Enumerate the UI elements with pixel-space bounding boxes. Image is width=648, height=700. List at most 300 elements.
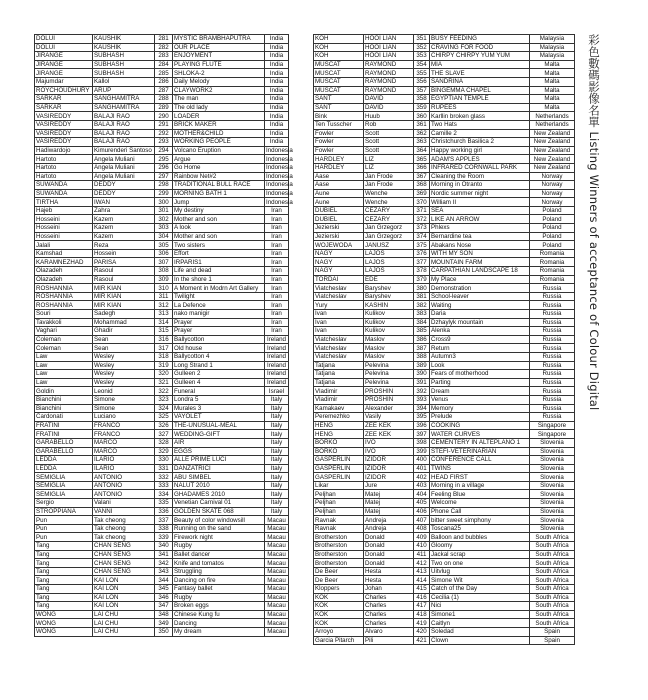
country-cell: India — [265, 138, 289, 147]
given-name-cell: CHAN SENG — [93, 567, 155, 576]
surname-cell: Law — [35, 370, 93, 379]
given-name-cell: Wenche — [364, 189, 414, 198]
table-row — [35, 559, 289, 568]
photo-title-cell: Effort — [173, 249, 265, 258]
table-row — [35, 542, 289, 551]
country-cell: Ireland — [265, 361, 289, 370]
given-name-cell: Wesley — [93, 361, 155, 370]
surname-cell: Tang — [35, 559, 93, 568]
given-name-cell: Matej — [364, 499, 414, 508]
given-name-cell: VANNI — [93, 507, 155, 516]
table-row — [35, 447, 289, 456]
surname-cell: Hartoto — [35, 155, 93, 164]
photo-title-cell: Bernardine tea — [430, 232, 530, 241]
table-row — [35, 69, 289, 78]
table-row — [35, 327, 289, 336]
surname-cell: Likar — [314, 481, 364, 490]
country-cell: Slovenia — [530, 507, 575, 516]
given-name-cell: Wenche — [364, 198, 414, 207]
given-name-cell: RAYMOND — [364, 69, 414, 78]
given-name-cell: Wesley — [93, 378, 155, 387]
given-name-cell: Kazem — [93, 232, 155, 241]
given-name-cell: Charles — [364, 610, 414, 619]
surname-cell: ROSHANNIA — [35, 301, 93, 310]
given-name-cell: Simone — [93, 395, 155, 404]
country-cell: Russia — [530, 361, 575, 370]
photo-title-cell: Gulleen 4 — [173, 378, 265, 387]
given-name-cell: LAJOS — [364, 258, 414, 267]
table-row — [35, 576, 289, 585]
given-name-cell: Vasily — [364, 413, 414, 422]
given-name-cell: Pili — [364, 636, 414, 645]
entry-number-cell: 347 — [155, 602, 173, 611]
entry-number-cell: 404 — [414, 490, 430, 499]
given-name-cell: Alexander — [364, 404, 414, 413]
table-row — [314, 542, 575, 551]
country-cell: Russia — [530, 335, 575, 344]
surname-cell: De Beer — [314, 576, 364, 585]
given-name-cell: SANGHAMITRA — [93, 95, 155, 104]
photo-title-cell: Uitvlug — [430, 567, 530, 576]
table-row — [314, 43, 575, 52]
given-name-cell: LAJOS — [364, 267, 414, 276]
country-cell: Macau — [265, 593, 289, 602]
surname-cell: HENG — [314, 421, 364, 430]
entry-number-cell: 343 — [155, 567, 173, 576]
table-row — [314, 464, 575, 473]
entry-number-cell: 409 — [414, 533, 430, 542]
photo-title-cell: Gloomy — [430, 542, 530, 551]
entry-number-cell: 342 — [155, 559, 173, 568]
entry-number-cell: 328 — [155, 438, 173, 447]
photo-title-cell: Nici — [430, 602, 530, 611]
entry-number-cell: 391 — [414, 378, 430, 387]
country-cell: Russia — [530, 413, 575, 422]
surname-cell: Jezierski — [314, 232, 364, 241]
table-row — [35, 232, 289, 241]
table-row — [35, 395, 289, 404]
country-cell: India — [265, 129, 289, 138]
surname-cell: Kamakaev — [314, 404, 364, 413]
photo-title-cell: Two Hats — [430, 120, 530, 129]
given-name-cell: LIZ — [364, 155, 414, 164]
table-row — [35, 585, 289, 594]
entry-number-cell: 308 — [155, 267, 173, 276]
entry-number-cell: 403 — [414, 481, 430, 490]
photo-title-cell: BRICK MAKER — [173, 120, 265, 129]
surname-cell: Brotherston — [314, 542, 364, 551]
given-name-cell: PROSHIN — [364, 387, 414, 396]
surname-cell: KOH — [314, 35, 364, 44]
country-cell: Ireland — [265, 378, 289, 387]
country-cell: Indonesia — [266, 147, 293, 155]
photo-title-cell: Welcome — [430, 499, 530, 508]
table-row — [314, 421, 575, 430]
table-row — [314, 215, 575, 224]
entry-number-cell: 410 — [414, 542, 430, 551]
photo-title-cell: MOTHER&CHILD — [173, 129, 265, 138]
country-cell: Malaysia — [530, 43, 575, 52]
table-row — [35, 301, 289, 310]
entry-number-cell: 316 — [155, 335, 173, 344]
photo-title-cell: A look — [173, 224, 265, 233]
country-cell: Malta — [530, 77, 575, 86]
given-name-cell: ANTONIO — [93, 473, 155, 482]
surname-cell: Law — [35, 361, 93, 370]
country-cell: Poland — [530, 232, 575, 241]
given-name-cell: PARISA — [93, 258, 155, 267]
given-name-cell: DEDDY — [93, 181, 155, 190]
surname-cell: Olazadeh — [35, 275, 93, 284]
winners-table-right — [313, 34, 575, 645]
surname-cell: Tang — [35, 593, 93, 602]
entry-number-cell: 346 — [155, 593, 173, 602]
country-cell: Iran — [265, 292, 289, 301]
photo-title-cell: Nordic summer night — [430, 189, 530, 198]
table-row — [314, 524, 575, 533]
given-name-cell: KAUSHIK — [93, 35, 155, 44]
country-cell: Iran — [265, 301, 289, 310]
entry-number-cell: 292 — [155, 129, 173, 138]
entry-number-cell: 340 — [155, 542, 173, 551]
photo-title-cell: The old lady — [173, 103, 265, 112]
country-cell: Israel — [265, 387, 289, 396]
entry-number-cell: 362 — [414, 129, 430, 138]
given-name-cell: Rob — [364, 120, 414, 129]
surname-cell: Kloppers — [314, 585, 364, 594]
country-cell: Macau — [265, 542, 289, 551]
table-row — [35, 155, 289, 164]
photo-title-cell: La Defence — [173, 301, 265, 310]
given-name-cell: IZIDOR — [364, 464, 414, 473]
entry-number-cell: 321 — [155, 378, 173, 387]
given-name-cell: Hesta — [364, 576, 414, 585]
photo-title-cell: CLAYWORK2 — [173, 86, 265, 95]
given-name-cell: Zahra — [93, 206, 155, 215]
entry-number-cell: 326 — [155, 421, 173, 430]
surname-cell: SEMIGLIA — [35, 481, 93, 490]
country-cell: Iran — [265, 275, 289, 284]
surname-cell: Vaghari — [35, 327, 93, 336]
table-row — [35, 456, 289, 465]
table-row — [314, 327, 575, 336]
surname-cell: DOLUI — [35, 43, 93, 52]
photo-title-cell: CEMENTERY IN ALTEPLANO 1 — [430, 438, 530, 447]
photo-title-cell: Venetian Carnival 01 — [173, 499, 265, 508]
surname-cell: WONG — [35, 610, 93, 619]
table-row — [35, 189, 289, 198]
entry-number-cell: 314 — [155, 318, 173, 327]
entry-number-cell: 420 — [414, 627, 430, 636]
country-cell: Norway — [530, 198, 575, 207]
country-cell: Italy — [265, 456, 289, 465]
table-row — [314, 95, 575, 104]
entry-number-cell: 406 — [414, 507, 430, 516]
table-row — [314, 430, 575, 439]
given-name-cell: Leonid — [93, 387, 155, 396]
photo-title-cell: The man — [173, 95, 265, 104]
country-cell: South Africa — [530, 593, 575, 602]
photo-title-cell: SANDRINA — [430, 77, 530, 86]
surname-cell: SUWANDA — [35, 189, 93, 198]
country-cell: Ireland — [265, 344, 289, 353]
photo-title-cell: ALLE PRIME LUCI — [173, 456, 265, 465]
photo-title-cell: HEAD FIRST — [430, 473, 530, 482]
surname-cell: Tang — [35, 542, 93, 551]
country-cell: Indonesia — [266, 164, 293, 172]
table-row — [35, 181, 289, 190]
photo-title-cell: Jump — [173, 198, 265, 207]
given-name-cell: BALAJI RAO — [93, 138, 155, 147]
surname-cell: SUWANDA — [35, 181, 93, 190]
surname-cell: Tang — [35, 602, 93, 611]
country-cell: India — [265, 103, 289, 112]
surname-cell: DUBIEL — [314, 206, 364, 215]
country-cell: Macau — [265, 585, 289, 594]
surname-cell: Fowler — [314, 146, 364, 155]
surname-cell: TORDAI — [314, 275, 364, 284]
photo-title-cell: Beauty of color windowsill — [173, 516, 265, 525]
entry-number-cell: 355 — [414, 69, 430, 78]
entry-number-cell: 322 — [155, 387, 173, 396]
photo-title-cell: WITH MY SON — [430, 249, 530, 258]
entry-number-cell: 315 — [155, 327, 173, 336]
surname-cell: SEMIGLIA — [35, 490, 93, 499]
surname-cell: Bianchini — [35, 395, 93, 404]
given-name-cell: HOOI LIAN — [364, 43, 414, 52]
photo-title-cell: Fears of motherhood — [430, 370, 530, 379]
surname-cell: Ravnak — [314, 516, 364, 525]
photo-title-cell: TRADITIONAL BULL RACE — [173, 181, 265, 190]
photo-title-cell: MOUNTAIN FARM — [430, 258, 530, 267]
country-cell: Italy — [265, 438, 289, 447]
surname-cell: FRATINI — [35, 430, 93, 439]
table-row — [314, 627, 575, 636]
entry-number-cell: 323 — [155, 395, 173, 404]
entry-number-cell: 408 — [414, 524, 430, 533]
entry-number-cell: 349 — [155, 619, 173, 628]
given-name-cell: DEDDY — [93, 189, 155, 198]
country-cell: Indonesia — [266, 172, 293, 180]
country-cell: Macau — [265, 524, 289, 533]
given-name-cell: ANTONIO — [93, 481, 155, 490]
country-cell: Malta — [530, 60, 575, 69]
entry-number-cell: 332 — [155, 473, 173, 482]
entry-number-cell: 344 — [155, 576, 173, 585]
given-name-cell: Jan Grzegorz — [364, 224, 414, 233]
country-cell: South Africa — [530, 585, 575, 594]
table-row — [314, 224, 575, 233]
given-name-cell: Tak cheong — [93, 524, 155, 533]
surname-cell: MUSCAT — [314, 60, 364, 69]
photo-title-cell: Simone Wit — [430, 576, 530, 585]
surname-cell: Jezierski — [314, 224, 364, 233]
given-name-cell: Jan Frode — [364, 172, 414, 181]
given-name-cell: HOOI LIAN — [364, 35, 414, 44]
given-name-cell: Kulikov — [364, 327, 414, 336]
entry-number-cell: 329 — [155, 447, 173, 456]
country-cell: Russia — [530, 352, 575, 361]
entry-number-cell: 368 — [414, 181, 430, 190]
given-name-cell: ILARIO — [93, 456, 155, 465]
photo-title-cell: Karllin broken glass — [430, 112, 530, 121]
entry-number-cell: 382 — [414, 301, 430, 310]
table-row — [35, 60, 289, 69]
photo-title-cell: Rugby — [173, 593, 265, 602]
surname-cell: Tavakkoli — [35, 318, 93, 327]
entry-number-cell: 374 — [414, 232, 430, 241]
table-row — [35, 163, 289, 172]
surname-cell: Viatcheslav — [314, 344, 364, 353]
photo-title-cell: My destiny — [173, 206, 265, 215]
photo-title-cell: Cecilia (1) — [430, 593, 530, 602]
entry-number-cell: 417 — [414, 602, 430, 611]
given-name-cell: Mohammad — [93, 318, 155, 327]
country-cell: Norway — [530, 181, 575, 190]
given-name-cell: Charles — [364, 619, 414, 628]
table-row — [314, 456, 575, 465]
table-row — [314, 77, 575, 86]
given-name-cell: Sadegh — [93, 310, 155, 319]
country-cell: Macau — [265, 567, 289, 576]
table-row — [35, 593, 289, 602]
country-cell: Russia — [530, 301, 575, 310]
entry-number-cell: 394 — [414, 404, 430, 413]
country-cell: Ireland — [265, 335, 289, 344]
given-name-cell: MARCO — [93, 438, 155, 447]
given-name-cell: ZEE KEK — [364, 430, 414, 439]
surname-cell: KARAMNEZHAD — [35, 258, 93, 267]
photo-title-cell: WEDDING-GIFT — [173, 430, 265, 439]
entry-number-cell: 385 — [414, 327, 430, 336]
given-name-cell: Jan Frode — [364, 181, 414, 190]
given-name-cell: LAI CHU — [93, 627, 155, 636]
entry-number-cell: 416 — [414, 593, 430, 602]
entry-number-cell: 398 — [414, 438, 430, 447]
given-name-cell: EDE — [364, 275, 414, 284]
entry-number-cell: 331 — [155, 464, 173, 473]
country-cell: Italy — [265, 481, 289, 490]
surname-cell: Peljhan — [314, 499, 364, 508]
surname-cell: KOK — [314, 593, 364, 602]
given-name-cell: JANUSZ — [364, 241, 414, 250]
photo-title-cell: My dream — [173, 627, 265, 636]
table-row — [35, 387, 289, 396]
photo-title-cell: Dzhaylyk mountain — [430, 318, 530, 327]
surname-cell: NAGY — [314, 267, 364, 276]
table-row — [314, 585, 575, 594]
given-name-cell: CHAN SENG — [93, 550, 155, 559]
photo-title-cell: AIR — [173, 438, 265, 447]
photo-title-cell: LOADER — [173, 112, 265, 121]
photo-title-cell: School-leaver — [430, 292, 530, 301]
country-cell: Slovenia — [530, 490, 575, 499]
country-cell: Russia — [530, 310, 575, 319]
country-cell: Slovenia — [530, 438, 575, 447]
surname-cell: WONG — [35, 619, 93, 628]
given-name-cell: Luciano — [93, 413, 155, 422]
country-cell: Poland — [530, 215, 575, 224]
photo-title-cell: Morning in a village — [430, 481, 530, 490]
table-row — [314, 387, 575, 396]
given-name-cell: Maslov — [364, 344, 414, 353]
country-cell: Macau — [265, 550, 289, 559]
entry-number-cell: 290 — [155, 112, 173, 121]
surname-cell: Fowler — [314, 129, 364, 138]
table-row — [35, 86, 289, 95]
given-name-cell: Valani — [93, 499, 155, 508]
surname-cell: Law — [35, 352, 93, 361]
entry-number-cell: 412 — [414, 559, 430, 568]
country-cell: South Africa — [530, 567, 575, 576]
entry-number-cell: 283 — [155, 52, 173, 61]
table-row — [35, 550, 289, 559]
country-cell: Malaysia — [530, 35, 575, 44]
surname-cell: Tatjana — [314, 361, 364, 370]
entry-number-cell: 303 — [155, 224, 173, 233]
photo-title-cell: WATER CURVES — [430, 430, 530, 439]
given-name-cell: Rasoul — [93, 275, 155, 284]
country-cell: Italy — [265, 464, 289, 473]
surname-cell: Law — [35, 378, 93, 387]
photo-title-cell: WORKING PEOPLE — [173, 138, 265, 147]
country-cell: Italy — [265, 490, 289, 499]
surname-cell: SARKAR — [35, 95, 93, 104]
given-name-cell: Andreja — [364, 524, 414, 533]
surname-cell: De Beer — [314, 567, 364, 576]
table-row — [35, 533, 289, 542]
given-name-cell: IZIDOR — [364, 456, 414, 465]
table-row — [35, 310, 289, 319]
country-cell: Spain — [530, 636, 575, 645]
surname-cell: ROSHANNIA — [35, 284, 93, 293]
given-name-cell: KAI LON — [93, 585, 155, 594]
table-row — [314, 378, 575, 387]
photo-title-cell: Memory — [430, 404, 530, 413]
surname-cell: NAGY — [314, 249, 364, 258]
entry-number-cell: 361 — [414, 120, 430, 129]
photo-title-cell: Twilight — [173, 292, 265, 301]
surname-cell: Hosseini — [35, 215, 93, 224]
table-row — [314, 447, 575, 456]
given-name-cell: Rasoul — [93, 267, 155, 276]
table-row — [35, 318, 289, 327]
table-row — [314, 370, 575, 379]
photo-title-cell: COOKING — [430, 421, 530, 430]
table-row — [314, 335, 575, 344]
country-cell: New Zealand — [530, 146, 575, 155]
entry-number-cell: 351 — [414, 35, 430, 44]
country-cell: Romania — [530, 249, 575, 258]
given-name-cell: Tak cheong — [93, 516, 155, 525]
photo-title-cell: Running on the sand — [173, 524, 265, 533]
photo-title-cell: ADAM'S APPLES — [430, 155, 530, 164]
photo-title-cell: Parting — [430, 378, 530, 387]
table-row — [35, 524, 289, 533]
entry-number-cell: 415 — [414, 585, 430, 594]
photo-title-cell: Jackal scrap — [430, 550, 530, 559]
country-cell: India — [265, 35, 289, 44]
given-name-cell: LAI CHU — [93, 610, 155, 619]
surname-cell: Ivan — [314, 327, 364, 336]
given-name-cell: PROSHIN — [364, 395, 414, 404]
entry-number-cell: 282 — [155, 43, 173, 52]
table-row — [314, 473, 575, 482]
country-cell: New Zealand — [530, 155, 575, 164]
surname-cell: Viatcheslav — [314, 352, 364, 361]
table-row — [314, 490, 575, 499]
surname-cell: HENG — [314, 430, 364, 439]
